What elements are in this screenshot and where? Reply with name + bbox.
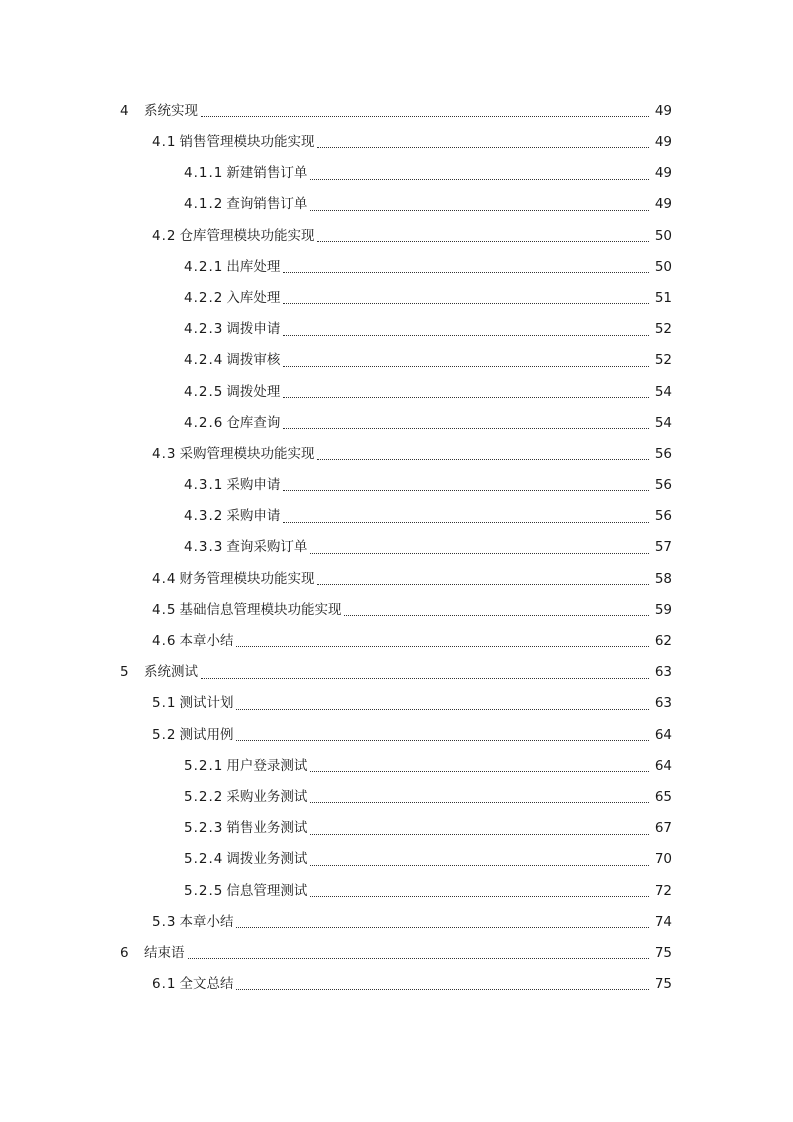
toc-entry-number: 4.3: [152, 445, 177, 462]
toc-entry-title: 仓库查询: [226, 414, 281, 431]
toc-entry-page-number: 56: [654, 477, 672, 494]
dot-leader: [283, 427, 649, 429]
toc-entry[interactable]: [0, 938, 793, 969]
toc-entry-page-number: 52: [654, 321, 672, 338]
dot-leader: [283, 365, 649, 367]
dot-leader: [310, 209, 649, 211]
dot-leader: [236, 988, 649, 990]
dot-leader: [317, 146, 649, 148]
toc-entry-page-number: 56: [654, 508, 672, 525]
dot-leader: [283, 396, 649, 398]
toc-entry-number: 5.2: [152, 726, 177, 743]
dot-leader: [236, 739, 649, 741]
toc-entry-page-number: 49: [654, 102, 672, 119]
toc-entry[interactable]: [0, 252, 793, 283]
toc-entry[interactable]: [0, 221, 793, 252]
toc-entry[interactable]: [0, 564, 793, 595]
toc-entry-number: 5.2.3: [184, 820, 224, 837]
toc-entry-title: 调拨处理: [226, 383, 281, 400]
toc-entry[interactable]: [0, 751, 793, 782]
dot-leader: [344, 614, 649, 616]
toc-entry[interactable]: [0, 283, 793, 314]
toc-entry-page-number: 67: [654, 820, 672, 837]
toc-entry-title: 出库处理: [226, 258, 281, 275]
toc-entry[interactable]: [0, 782, 793, 813]
toc-entry-number: 4.1.1: [184, 165, 224, 182]
toc-entry-number: 4: [120, 102, 129, 119]
toc-entry-title: 本章小结: [179, 633, 234, 650]
dot-leader: [283, 302, 649, 304]
toc-entry[interactable]: [0, 689, 793, 720]
toc-entry-number: 4.3.3: [184, 539, 224, 556]
toc-entry-page-number: 57: [654, 539, 672, 556]
toc-entry-title: 测试用例: [179, 726, 234, 743]
dot-leader: [236, 645, 649, 647]
toc-entry-title: 采购管理模块功能实现: [179, 445, 315, 462]
toc-entry[interactable]: [0, 439, 793, 470]
toc-entry[interactable]: [0, 190, 793, 221]
dot-leader: [317, 583, 649, 585]
toc-entry-number: 5.2.2: [184, 788, 224, 805]
toc-entry-number: 5: [120, 664, 129, 681]
toc-entry[interactable]: [0, 346, 793, 377]
toc-entry-title: 用户登录测试: [226, 757, 308, 774]
toc-entry-page-number: 54: [654, 383, 672, 400]
toc-entry-number: 4.6: [152, 633, 177, 650]
toc-entry[interactable]: [0, 158, 793, 189]
toc-entry-number: 5.2.4: [184, 851, 224, 868]
dot-leader: [236, 926, 649, 928]
toc-entry-page-number: 75: [654, 944, 672, 961]
toc-entry-title: 新建销售订单: [226, 165, 308, 182]
toc-entry-title: 销售业务测试: [226, 820, 308, 837]
dot-leader: [201, 115, 649, 117]
toc-entry-number: 4.2.6: [184, 414, 224, 431]
dot-leader: [317, 240, 649, 242]
toc-entry[interactable]: [0, 720, 793, 751]
toc-entry-title: 销售管理模块功能实现: [179, 134, 315, 151]
toc-entry-number: 4.3.2: [184, 508, 224, 525]
toc-entry-number: 4.2.3: [184, 321, 224, 338]
dot-leader: [310, 552, 649, 554]
toc-entry-page-number: 51: [654, 289, 672, 306]
dot-leader: [283, 271, 649, 273]
dot-leader: [310, 770, 649, 772]
toc-entry-title: 查询销售订单: [226, 196, 308, 213]
toc-entry[interactable]: [0, 314, 793, 345]
toc-entry-title: 采购申请: [226, 477, 281, 494]
toc-entry-page-number: 49: [654, 134, 672, 151]
toc-entry-title: 采购业务测试: [226, 788, 308, 805]
toc-entry[interactable]: [0, 96, 793, 127]
dot-leader: [283, 521, 649, 523]
toc-entry-number: 5.2.1: [184, 757, 224, 774]
toc-entry-page-number: 75: [654, 976, 672, 993]
toc-entry-number: 6: [120, 944, 129, 961]
dot-leader: [310, 801, 649, 803]
dot-leader: [283, 489, 649, 491]
toc-entry-page-number: 58: [654, 570, 672, 587]
toc-entry-number: 6.1: [152, 976, 177, 993]
toc-entry-title: 仓库管理模块功能实现: [179, 227, 315, 244]
dot-leader: [188, 957, 650, 959]
toc-entry-title: 本章小结: [179, 913, 234, 930]
toc-entry-page-number: 64: [654, 726, 672, 743]
dot-leader: [201, 677, 649, 679]
toc-entry-page-number: 50: [654, 227, 672, 244]
toc-entry[interactable]: [0, 408, 793, 439]
toc-entry-page-number: 54: [654, 414, 672, 431]
toc-entry-number: 4.2.1: [184, 258, 224, 275]
toc-entry-number: 5.1: [152, 695, 177, 712]
dot-leader: [317, 458, 649, 460]
toc-entry-title: 入库处理: [226, 289, 281, 306]
toc-entry-title: 财务管理模块功能实现: [179, 570, 315, 587]
toc-entry[interactable]: [0, 907, 793, 938]
toc-entry-page-number: 50: [654, 258, 672, 275]
toc-entry-title: 调拨审核: [226, 352, 281, 369]
toc-entry-number: 4.3.1: [184, 477, 224, 494]
toc-entry-page-number: 52: [654, 352, 672, 369]
toc-entry-number: 4.4: [152, 570, 177, 587]
toc-entry-title: 查询采购订单: [226, 539, 308, 556]
toc-entry-title: 系统测试: [144, 664, 198, 681]
dot-leader: [310, 895, 649, 897]
toc-entry-title: 基础信息管理模块功能实现: [179, 601, 342, 618]
dot-leader: [310, 864, 649, 866]
toc-entry-page-number: 70: [654, 851, 672, 868]
toc-entry-number: 5.3: [152, 913, 177, 930]
toc-entry-page-number: 49: [654, 196, 672, 213]
toc-entry-page-number: 72: [654, 882, 672, 899]
toc-entry[interactable]: [0, 595, 793, 626]
toc-entry-page-number: 74: [654, 913, 672, 930]
toc-entry-number: 4.2: [152, 227, 177, 244]
toc-entry-page-number: 49: [654, 165, 672, 182]
toc-entry-number: 4.5: [152, 601, 177, 618]
toc-entry-number: 4.2.2: [184, 289, 224, 306]
dot-leader: [236, 708, 649, 710]
toc-entry-title: 测试计划: [179, 695, 234, 712]
dot-leader: [310, 178, 649, 180]
toc-entry-title: 调拨业务测试: [226, 851, 308, 868]
table-of-contents: [0, 96, 793, 1000]
toc-entry-number: 5.2.5: [184, 882, 224, 899]
toc-entry-title: 调拨申请: [226, 321, 281, 338]
toc-entry[interactable]: [0, 845, 793, 876]
toc-entry-title: 系统实现: [144, 102, 198, 119]
toc-entry-title: 信息管理测试: [226, 882, 308, 899]
toc-entry-page-number: 65: [654, 788, 672, 805]
toc-entry-page-number: 64: [654, 757, 672, 774]
toc-entry[interactable]: [0, 127, 793, 158]
toc-entry[interactable]: [0, 626, 793, 657]
toc-entry-title: 采购申请: [226, 508, 281, 525]
toc-entry-number: 4.1: [152, 134, 177, 151]
toc-entry[interactable]: [0, 969, 793, 1000]
toc-entry-page-number: 59: [654, 601, 672, 618]
toc-entry-page-number: 62: [654, 633, 672, 650]
dot-leader: [310, 833, 649, 835]
dot-leader: [283, 334, 649, 336]
toc-entry-number: 4.1.2: [184, 196, 224, 213]
toc-entry-number: 4.2.5: [184, 383, 224, 400]
toc-entry[interactable]: [0, 657, 793, 688]
toc-entry-title: 结束语: [144, 944, 185, 961]
toc-entry[interactable]: [0, 501, 793, 532]
toc-entry-page-number: 63: [654, 664, 672, 681]
toc-entry-number: 4.2.4: [184, 352, 224, 369]
toc-entry[interactable]: [0, 470, 793, 501]
toc-entry[interactable]: [0, 813, 793, 844]
toc-entry-page-number: 63: [654, 695, 672, 712]
toc-entry-title: 全文总结: [179, 976, 234, 993]
toc-entry-page-number: 56: [654, 445, 672, 462]
toc-entry[interactable]: [0, 533, 793, 564]
toc-entry[interactable]: [0, 876, 793, 907]
toc-entry[interactable]: [0, 377, 793, 408]
